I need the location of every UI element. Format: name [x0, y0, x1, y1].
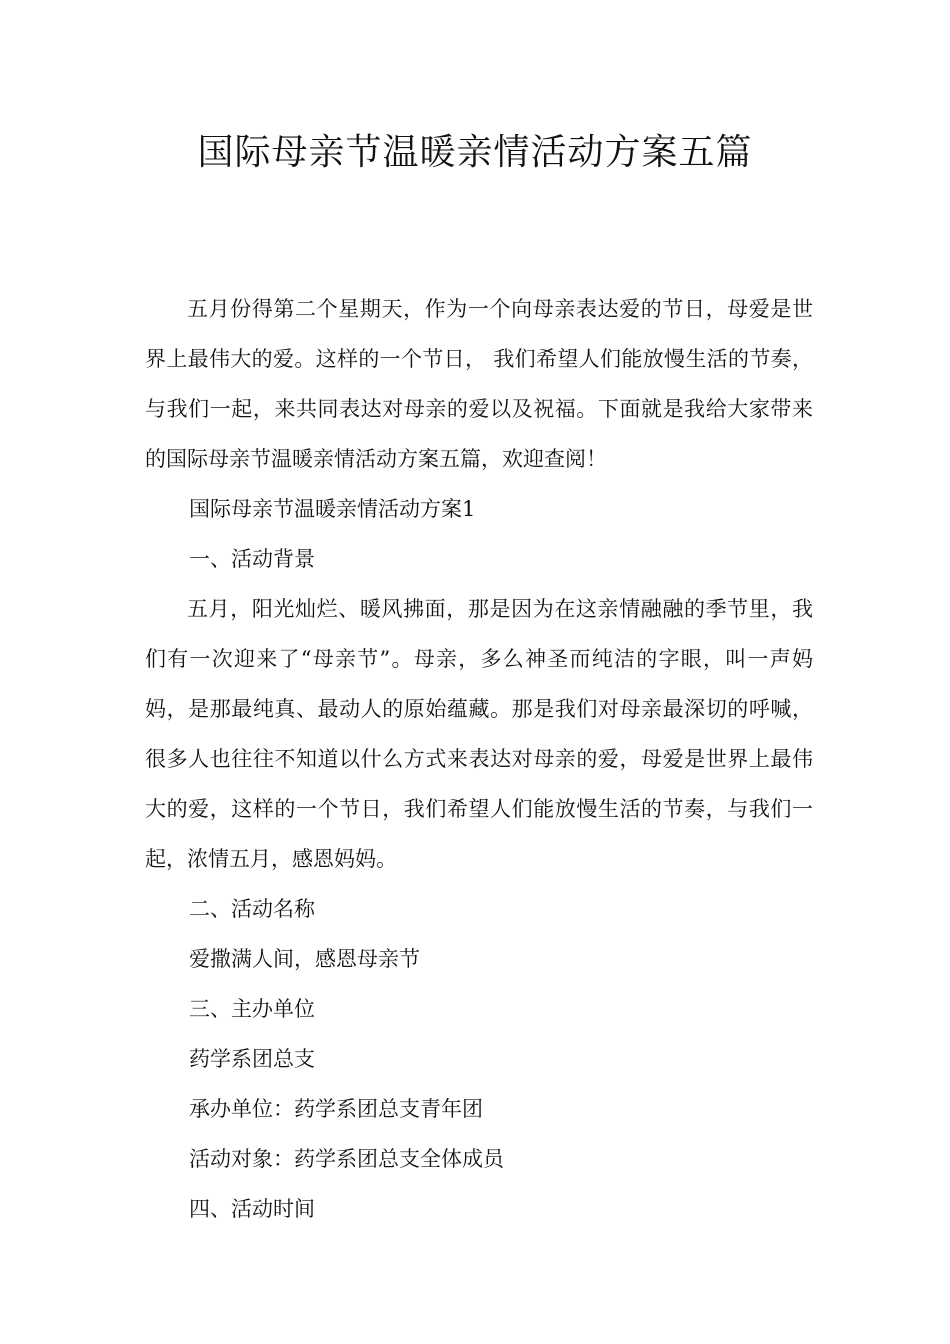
section-1-heading: 一、活动背景	[189, 547, 315, 571]
section-2-text: 爱撒满人间，感恩母亲节	[189, 947, 420, 971]
section-3-text: 药学系团总支	[189, 1047, 315, 1071]
document-title: 国际母亲节温暖亲情活动方案五篇	[197, 132, 753, 173]
document-body	[145, 284, 813, 1234]
organizer-line: 承办单位：药学系团总支青年团	[189, 1097, 483, 1121]
plan-1-heading: 国际母亲节温暖亲情活动方案1	[189, 497, 476, 521]
section-1-paragraph: 五月，阳光灿烂、暖风拂面，那是因为在这亲情融融的季节里，我们有一次迎来了“母亲节”。母亲，多么神圣而纯洁的字眼，叫一声妈妈，是那最纯真、最动人的原始蕴藏。那是我们对母亲最深切的呼喊，很多人也往往不知道以什么方式来表达对母亲的爱，母爱是世界上最伟大的爱，这样的一个节日，我们希望人们能放慢生活的节奏，与我们一起，浓情五月，感恩妈妈。	[145, 597, 813, 871]
section-2-heading: 二、活动名称	[189, 897, 315, 921]
section-4-heading: 四、活动时间	[189, 1197, 315, 1221]
intro-paragraph: 五月份得第二个星期天，作为一个向母亲表达爱的节日，母爱是世界上最伟大的爱。这样的一个节日， 我们希望人们能放慢生活的节奏，与我们一起，来共同表达对母亲的爱以及祝福。下面就是我给大家带来的国际母亲节温暖亲情活动方案五篇，欢迎查阅！	[145, 297, 813, 471]
section-3-heading: 三、主办单位	[189, 997, 315, 1021]
audience-line: 活动对象：药学系团总支全体成员	[189, 1147, 504, 1171]
